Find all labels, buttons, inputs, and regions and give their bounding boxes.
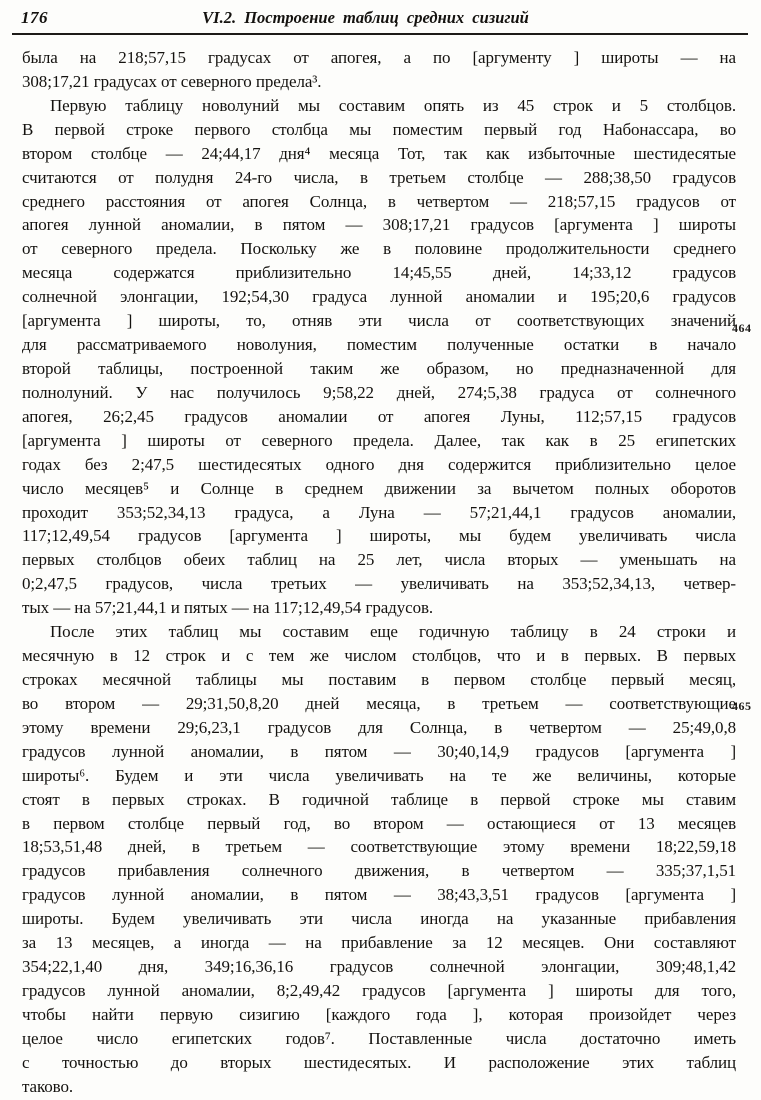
text-line: полнолуний. У нас получилось 9;58,22 дней, 274;5,38 градуса от солнечного — [22, 382, 736, 402]
text-line: в первом столбце первый год, во втором — остающиеся от 13 месяцев — [22, 813, 736, 833]
text-line: 308;17,21 градусах от северного предела³. — [22, 71, 322, 91]
text-line: чтобы найти первую сизигию [каждого года ], которая произойдет через — [22, 1004, 736, 1024]
margin-note-464: 464 — [732, 321, 752, 335]
text-line: для рассматриваемого новолуния, поместим полученные остатки в начало — [22, 335, 736, 355]
text-line: градусов лунной аномалии, в пятом — 38;43,3,51 градусов [аргумента ] — [22, 885, 736, 905]
text-line: [аргумента ] широты от северного предела. Далее, так как в 25 египетских — [22, 430, 736, 450]
text-line: широты. Будем увеличивать эти числа иногда на указанные прибавления — [22, 909, 736, 929]
text-line: В первой строке первого столбца мы поместим первый год Набонассара, во — [22, 119, 736, 139]
text-line: во втором — 29;31,50,8,20 дней месяца, в третьем — соответствующие — [22, 693, 736, 713]
text-line: 18;53,51,48 дней, в третьем — соответствующие этому времени 18;22,59,18 — [22, 837, 736, 857]
text-line: апогея, 26;2,45 градусов аномалии от апогея Луны, 112;57,15 градусов — [22, 406, 736, 426]
text-line: [аргумента ] широты, то, отняв эти числа от соответствующих значений — [22, 311, 736, 331]
text-line: среднего расстояния от апогея Солнца, в четвертом — 218;57,15 градусов от — [22, 191, 736, 211]
header-rule — [12, 33, 748, 35]
text-line: от северного предела. Поскольку же в половине продолжительности среднего — [22, 239, 736, 259]
text-line: второй таблицы, построенной таким же образом, но предназначенной для — [22, 358, 736, 378]
text-line: была на 218;57,15 градусах от апогея, а по [аргументу ] широты — на — [22, 48, 736, 67]
text-line: стоят в первых строках. В годичной таблице в первой строке мы ставим — [22, 789, 736, 809]
text-line: апогея лунной аномалии, в пятом — 308;17,21 градусов [аргумента ] широты — [22, 215, 736, 235]
text-line: градусов лунной аномалии, в пятом — 30;40,14,9 градусов [аргумента ] — [22, 741, 736, 761]
page-header — [0, 6, 761, 32]
text-line: градусов прибавления солнечного движения, в четвертом — 335;37,1,51 — [22, 861, 736, 881]
text-line: месяца содержатся приблизительно 14;45,55 дней, 14;33,12 градусов — [22, 263, 736, 283]
text-line: таково. — [22, 1076, 74, 1096]
text-line: проходит 353;52,34,13 градуса, а Луна — 57;21,44,1 градусов аномалии, — [22, 502, 736, 522]
text-line: градусов лунной аномалии, 8;2,49,42 градусов [аргумента ] широты для того, — [22, 980, 736, 1000]
text-line: строках месячной таблицы мы поставим в первом столбце первый месяц, — [22, 669, 736, 689]
text-line: втором столбце — 24;44,17 дня⁴ месяца Тот, так как избыточные шестидесятые — [22, 143, 736, 163]
text-line: месячную в 12 строк и с тем же числом столбцов, что и в первых. В первых — [22, 646, 736, 666]
running-title: VI.2. Построение таблиц средних сизигий — [202, 8, 529, 27]
text-line: целое число египетских годов⁷. Поставленные числа достаточно иметь — [22, 1028, 736, 1048]
text-line: считаются от полудня 24-го числа, в третьем столбце — 288;38,50 градусов — [22, 167, 736, 187]
text-line: этому времени 29;6,23,1 градусов для Солнца, в четвертом — 25;49,0,8 — [22, 717, 736, 737]
text-line: 0;2,47,5 градусов, числа третьих — увеличивать на 353;52,34,13, четвер- — [22, 574, 736, 594]
margin-note-465: 465 — [732, 699, 752, 713]
text-line: широты⁶. Будем и эти числа увеличивать на те же величины, которые — [22, 765, 736, 785]
text-line: число месяцев⁵ и Солнце в среднем движении за вычетом полных оборотов — [22, 478, 736, 498]
text-line: солнечной элонгации, 192;54,30 градуса лунной аномалии и 195;20,6 градусов — [22, 287, 736, 307]
text-line: годах без 2;47,5 шестидесятых одного дня содержится приблизительно целое — [22, 454, 736, 474]
text-line: 117;12,49,54 градусов [аргумента ] широты, мы будем увеличивать числа — [22, 526, 736, 546]
text-line: После этих таблиц мы составим еще годичную таблицу в 24 строки и — [50, 622, 736, 642]
text-line: 354;22,1,40 дня, 349;16,36,16 градусов солнечной элонгации, 309;48,1,42 — [22, 957, 736, 977]
text-line: с точностью до вторых шестидесятых. И расположение этих таблиц — [22, 1052, 736, 1072]
text-line: за 13 месяцев, а иногда — на прибавление за 12 месяцев. Они составляют — [22, 933, 736, 953]
page-number: 176 — [21, 8, 48, 27]
body-text — [22, 46, 736, 1099]
text-line: первых столбцов обеих таблиц на 25 лет, числа вторых — уменьшать на — [22, 550, 736, 570]
text-line: Первую таблицу новолуний мы составим опять из 45 строк и 5 столбцов. — [50, 95, 736, 115]
text-line: тых — на 57;21,44,1 и пятых — на 117;12,49,54 градусов. — [22, 598, 434, 618]
